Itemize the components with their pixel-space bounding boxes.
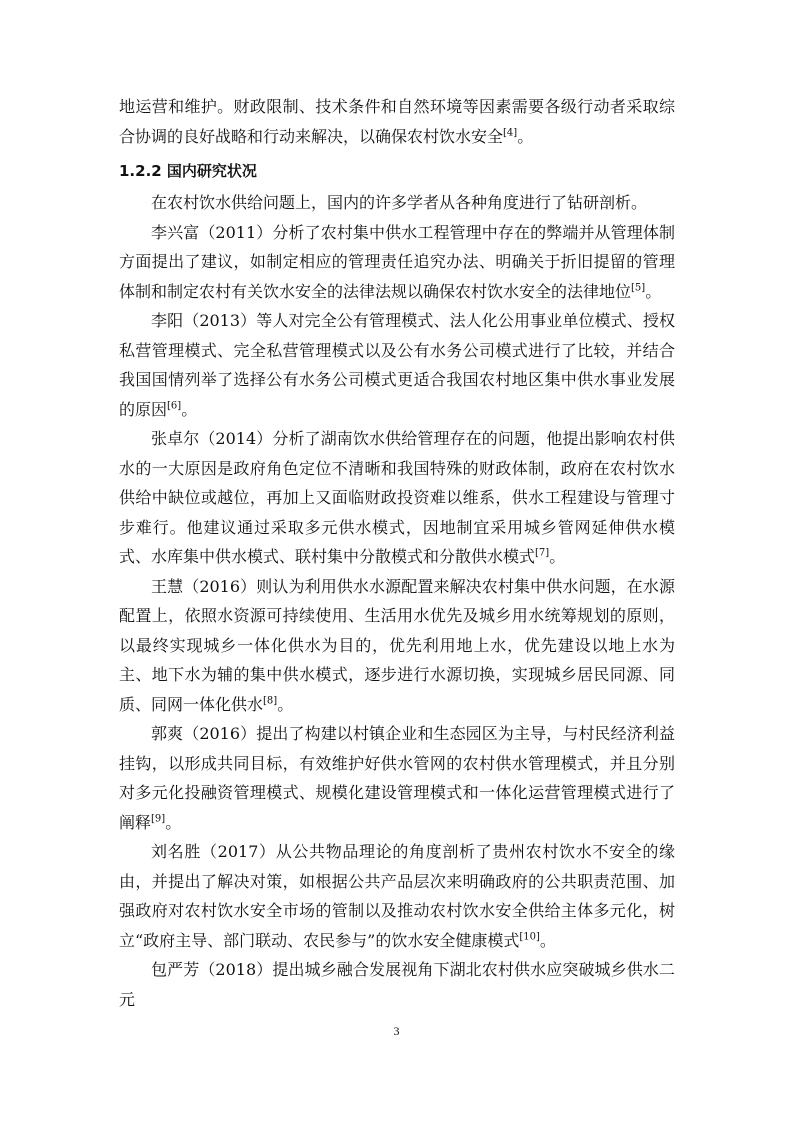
citation-ref: [4] bbox=[503, 127, 518, 139]
citation-ref: [7] bbox=[535, 547, 550, 559]
paragraph-8 bbox=[119, 955, 675, 1014]
paragraph-tail: 。 bbox=[645, 281, 662, 301]
citation-ref: [9] bbox=[151, 813, 166, 825]
citation-ref: [10] bbox=[519, 931, 540, 943]
paragraph-1 bbox=[119, 188, 675, 218]
paragraph-tail: 。 bbox=[539, 930, 556, 950]
paragraph-7 bbox=[119, 837, 675, 955]
paragraph-text: 李兴富（2011）分析了农村集中供水工程管理中存在的弊端并从管理体制方面提出了建议，如制定相应的管理责任追究办法、明确关于折旧提留的管理体制和制定农村有关饮水安全的法律法规以确保农村饮水安全的法律地位 bbox=[119, 222, 675, 301]
paragraph-tail: 。 bbox=[165, 812, 182, 832]
paragraph-3 bbox=[119, 306, 675, 424]
page-number: 3 bbox=[393, 1024, 400, 1038]
paragraph-tail: 。 bbox=[517, 126, 534, 146]
paragraph-tail: 。 bbox=[277, 694, 294, 714]
section-heading: 1.2.2 国内研究状况 bbox=[119, 162, 257, 180]
paragraph-2 bbox=[119, 218, 675, 307]
paragraph-text: 张卓尔（2014）分析了湖南饮水供给管理存在的问题，他提出影响农村供水的一大原因是政府角色定位不清晰和我国特殊的财政体制，政府在农村饮水供给中缺位或越位，再加上又面临财政投资难以维系，供水工程建设与管理寸步难行。他建议通过采取多元供水模式，因地制宜采用城乡管网延伸供水模式、水库集中供水模式、联村集中分散模式和分散供水模式 bbox=[119, 429, 675, 566]
paragraph-text: 刘名胜（2017）从公共物品理论的角度剖析了贵州农村饮水不安全的缘由，并提出了解决对策，如根据公共产品层次来明确政府的公共职责范围、加强政府对农村饮水安全市场的管制以及推动农村饮水安全供给主体多元化，树立“政府主导、部门联动、农民参与”的饮水安全健康模式 bbox=[119, 842, 675, 950]
document-body bbox=[119, 92, 675, 1014]
paragraph-text: 王慧（2016）则认为利用供水水源配置来解决农村集中供水问题，在水源配置上，依照水资源可持续使用、生活用水优先及城乡用水统筹规划的原则，以最终实现城乡一体化供水为目的，优先利用地上水，优先建设以地上水为主、地下水为辅的集中供水模式，逐步进行水源切换，实现城乡居民同源、同质、同网一体化供水 bbox=[119, 576, 675, 714]
citation-ref: [6] bbox=[167, 400, 182, 412]
paragraph-text: 在农村饮水供给问题上，国内的许多学者从各种角度进行了钻研剖析。 bbox=[151, 193, 648, 212]
paragraph-text: 地运营和维护。财政限制、技术条件和自然环境等因素需要各级行动者采取综合协调的良好战略和行动来解决，以确保农村饮水安全 bbox=[119, 97, 675, 146]
paragraph-6 bbox=[119, 719, 675, 837]
paragraph-tail: 。 bbox=[549, 547, 566, 566]
paragraph-intro bbox=[119, 92, 675, 151]
citation-ref: [5] bbox=[631, 282, 646, 294]
paragraph-4 bbox=[119, 424, 675, 572]
paragraph-5 bbox=[119, 572, 675, 720]
paragraph-text: 李阳（2013）等人对完全公有管理模式、法人化公用事业单位模式、授权私营管理模式、完全私营管理模式以及公有水务公司模式进行了比较，并结合我国国情列举了选择公有水务公司模式更适合我国农村地区集中供水事业发展的原因 bbox=[119, 311, 675, 419]
paragraph-text: 郭爽（2016）提出了构建以村镇企业和生态园区为主导，与村民经济利益挂钩，以形成共同目标，有效维护好供水管网的农村供水管理模式，并且分别对多元化投融资管理模式、规模化建设管理模式和一体化运营管理模式进行了阐释 bbox=[119, 724, 675, 832]
paragraph-text: 包严芳（2018）提出城乡融合发展视角下湖北农村供水应突破城乡供水二元 bbox=[119, 960, 675, 1009]
citation-ref: [8] bbox=[263, 695, 278, 707]
paragraph-tail: 。 bbox=[181, 399, 198, 419]
